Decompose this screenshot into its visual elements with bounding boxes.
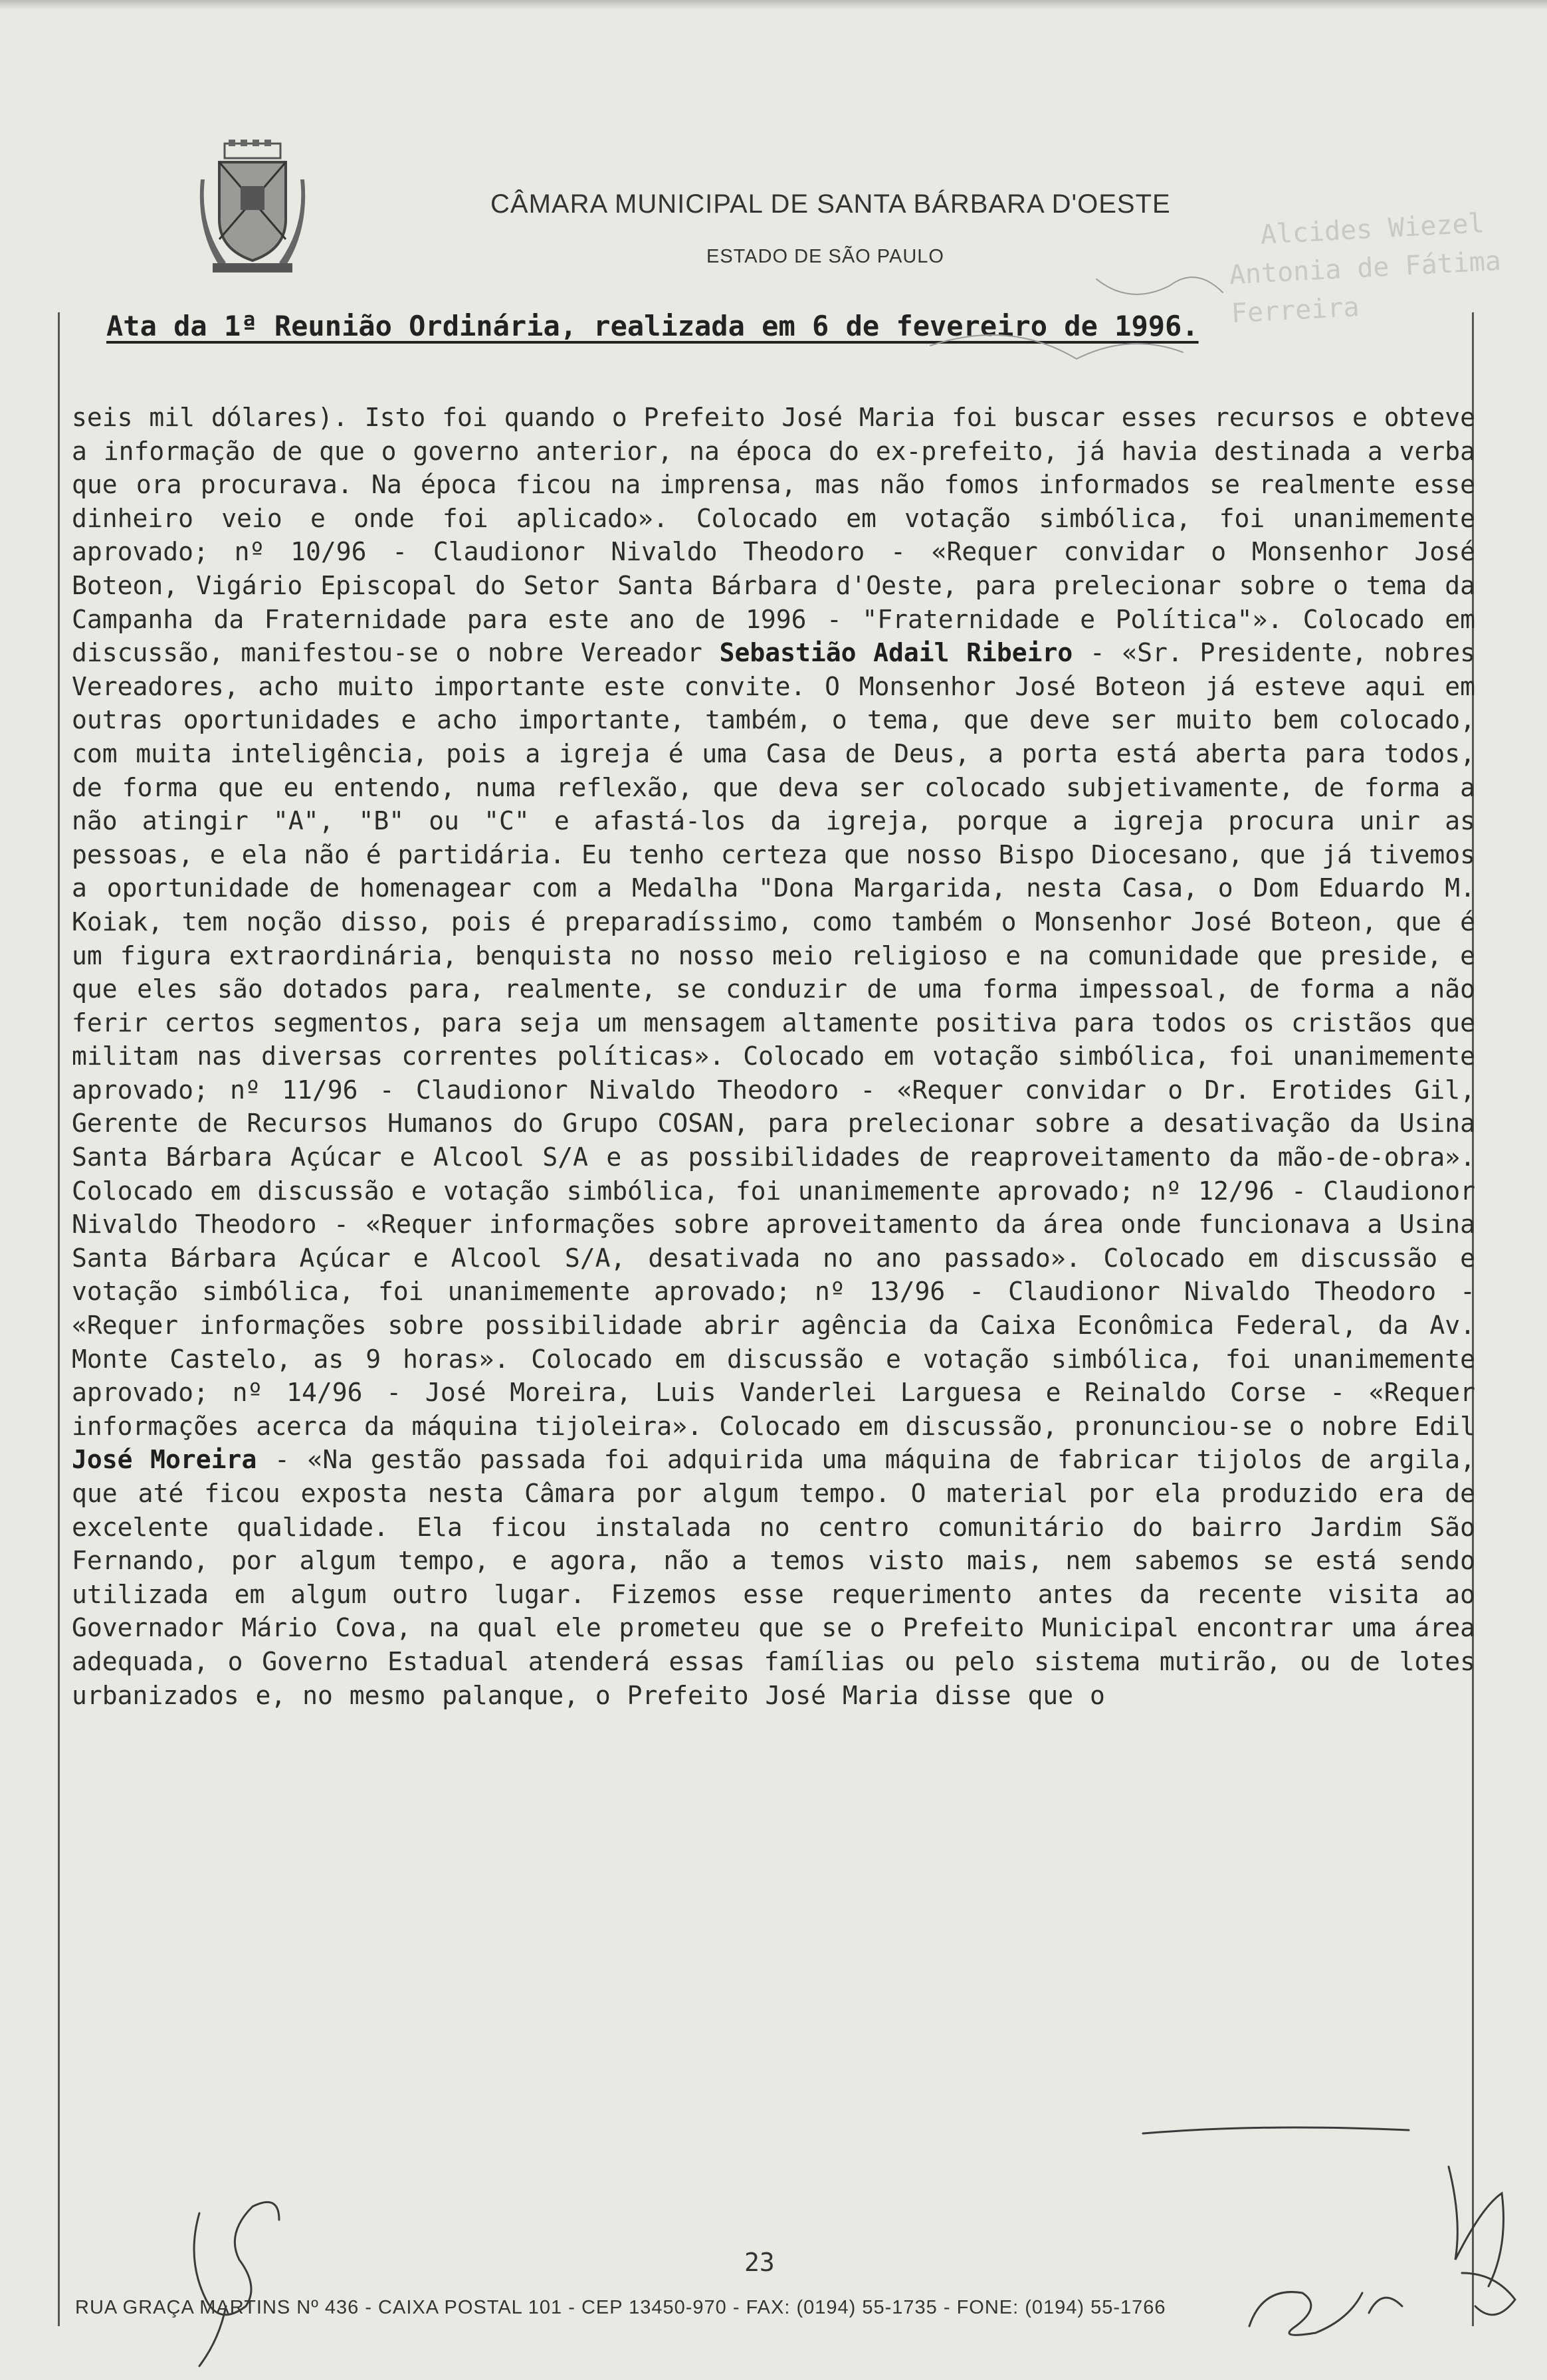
left-margin-rule xyxy=(58,312,60,2326)
minutes-body xyxy=(72,401,1475,1712)
document-title: Ata da 1ª Reunião Ordinária, realizada em 6 de fevereiro de 1996. xyxy=(106,310,1199,342)
paragraph-1: seis mil dólares). Isto foi quando o Prefeito José Maria foi buscar esses recursos e obteve a informação de que o governo anterior, na época do ex-prefeito, já havia destinada a verba que ora procurava. Na época ficou na imprensa, mas não fomos informados se realmente esse dinheiro veio e onde foi aplicado». Colocado em votação simbólica, foi unanimemente aprovado; nº 10/96 - Claudionor Nivaldo Theodoro - «Requer convidar o Monsenhor José Boteon, Vigário Episcopal do Setor Santa Bárbara d'Oeste, para prelecionar sobre o tema da Campanha da Fraternidade para este ano de 1996 - "Fraternidade e Política"». Colocado em discussão, manifestou-se o nobre Vereador xyxy=(72,403,1475,668)
state-name: ESTADO DE SÃO PAULO xyxy=(706,246,944,267)
page-number: 23 xyxy=(744,2248,775,2277)
institution-name: CÂMARA MUNICIPAL DE SANTA BÁRBARA D'OESTE xyxy=(490,189,1171,219)
signature-underline xyxy=(1143,2127,1409,2133)
signature-left xyxy=(194,2202,279,2366)
scan-top-edge xyxy=(0,0,1547,9)
coat-of-arms-icon xyxy=(199,140,306,276)
speaker-jose-moreira: José Moreira xyxy=(72,1445,257,1475)
stamp-sketch-2 xyxy=(1096,277,1223,294)
speaker-sebastiao: Sebastião Adail Ribeiro xyxy=(719,638,1073,668)
paragraph-2: - «Sr. Presidente, nobres Vereadores, acho muito importante este convite. O Monsenhor José Boteon já esteve aqui em outras oportunidades e acho importante, também, o tema, que deve ser muito bem colocado, com muita inteligência, pois a igreja é uma Casa de Deus, a porta está aberta para todos, de forma que eu entendo, numa reflexão, que deva ser colocado subjetivamente, de forma a não atingir "A", "B" ou "C" e afastá-los da igreja, porque a igreja procura unir as pessoas, e ela não é partidária. Eu tenho certeza que nosso Bispo Diocesano, que já tivemos a oportunidade de homenagear com a Medalha "Dona Margarida, nesta Casa, o Dom Eduardo M. Koiak, tem noção disso, pois é preparadíssimo, como também o Monsenhor José Boteon, que é um figura extraordinária, benquista no nosso meio religioso e na comunidade que preside, e que eles são dotados para, realmente, se conduzir de uma forma impessoal, de forma a não ferir certos segmentos, para seja um mensagem altamente positiva para todos os cristãos que militam nas diversas correntes políticas». Colocado em votação simbólica, foi unanimemente aprovado; nº 11/96 - Claudionor Nivaldo Theodoro - «Requer convidar o Dr. Erotides Gil, Gerente de Recursos Humanos do Grupo COSAN, para prelecionar sobre a desativação da Usina Santa Bárbara Açúcar e Alcool S/A e as possibilidades de reaproveitamento da mão-de-obra». Colocado em discussão e votação simbólica, foi unanimemente aprovado; nº 12/96 - Claudionor Nivaldo Theodoro - «Requer informações sobre aproveitamento da área onde funcionava a Usina Santa Bárbara Açúcar e Alcool S/A, desativada no ano passado». Colocado em discussão e votação simbólica, foi unanimemente aprovado; nº 13/96 - Claudionor Nivaldo Theodoro - «Requer informações sobre possibilidade abrir agência da Caixa Econômica Federal, da Av. Monte Castelo, as 9 horas». Colocado em discussão e votação simbólica, foi unanimemente aprovado; nº 14/96 - José Moreira, Luis Vanderlei Larguesa e Reinaldo Corse - «Requer informações acerca da máquina tijoleira». Colocado em discussão, pronunciou-se o nobre Edil xyxy=(72,638,1476,1441)
stamp-line-1: Alcides Wiezel xyxy=(1259,208,1485,251)
signature-right-1 xyxy=(1249,2292,1402,2335)
paragraph-3: - «Na gestão passada foi adquirida uma máquina de fabricar tijolos de argila, que até ficou exposta nesta Câmara por algum tempo. O material por ela produzido era de excelente qualidade. Ela ficou instalada no centro comunitário do bairro Jardim São Fernando, por algum tempo, e agora, não a temos visto mais, nem sabemos se está sendo utilizada em algum outro lugar. Fizemos esse requerimento antes da recente visita ao Governador Mário Cova, na qual ele prometeu que se o Prefeito Municipal encontrar uma área adequada, o Governo Estadual atenderá essas famílias ou pelo sistema mutirão, ou de lotes urbanizados e, no mesmo palanque, o Prefeito José Maria disse que o xyxy=(72,1445,1475,1710)
stamp-line-2: Antonia de Fátima Ferreira xyxy=(1228,245,1502,330)
signature-right-2 xyxy=(1449,2167,1515,2315)
footer-address: RUA GRAÇA MARTINS Nº 436 - CAIXA POSTAL 101 - CEP 13450-970 - FAX: (0194) 55-1735 - FONE: (0194) 55-1766 xyxy=(75,2297,1166,2318)
